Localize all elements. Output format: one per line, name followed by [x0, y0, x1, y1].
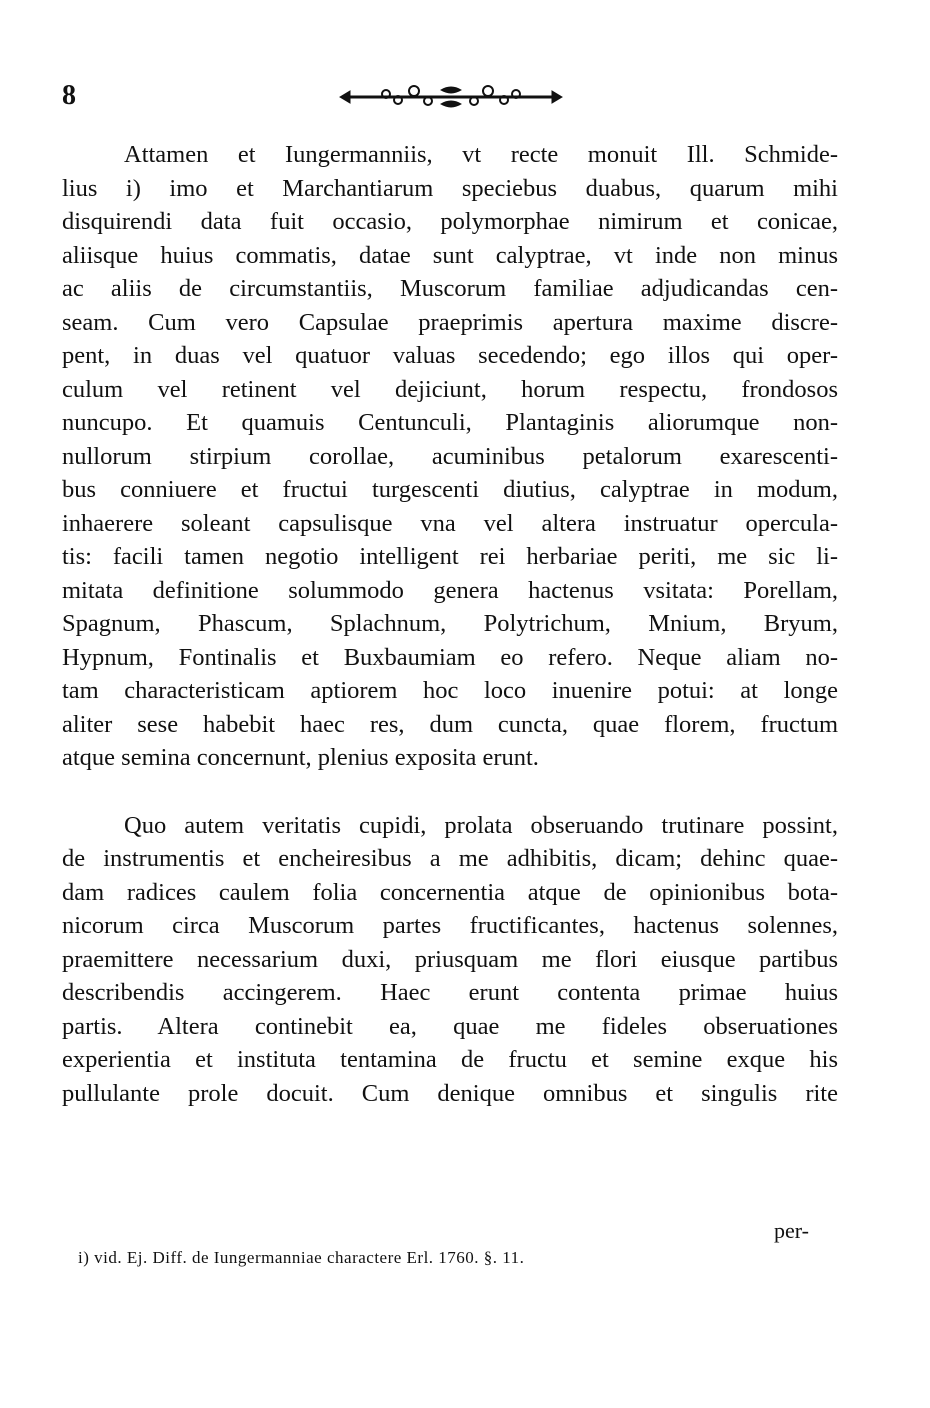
text-line: pent, in duas vel quatuor valuas secedendo; ego illos qui oper-	[62, 342, 838, 369]
text-line: dam radices caulem folia concernentia atque de opinionibus bota-	[62, 878, 838, 906]
text-line: praemittere necessarium duxi, priusquam me flori eiusque partibus	[62, 945, 838, 973]
text-line: tis: facili tamen negotio intelligent rei herbariae periti, me sic li-	[62, 543, 838, 570]
text-line: disquirendi data fuit occasio, polymorphae nimirum et conicae,	[62, 208, 838, 235]
text-line: aliisque huius commatis, datae sunt calyptrae, vt inde non minus	[62, 241, 838, 269]
catchword: per-	[774, 1218, 809, 1243]
text-line: culum vel retinent vel dejiciunt, horum respectu, frondosos	[62, 375, 838, 403]
text-line: nicorum circa Muscorum partes fructificantes, hactenus solennes,	[62, 912, 838, 939]
text-line: mitata definitione solummodo genera hactenus vsitata: Porellam,	[62, 576, 838, 604]
text-line: atque semina concernunt, plenius exposita erunt.	[62, 744, 539, 771]
decorative-ornament-icon	[336, 82, 566, 112]
text-line: bus conniuere et fructui turgescenti diutius, calyptrae in modum,	[62, 476, 838, 503]
body-text	[62, 138, 838, 1110]
text-line: ac aliis de circumstantiis, Muscorum familiae adjudicandas cen-	[62, 275, 838, 302]
text-line: seam. Cum vero Capsulae praeprimis apertura maxime discre-	[62, 308, 838, 336]
text-line: Spagnum, Phascum, Splachnum, Polytrichum, Mnium, Bryum,	[62, 610, 838, 637]
text-line: describendis accingerem. Haec erunt contenta primae huius	[62, 979, 838, 1006]
text-line: de instrumentis et encheiresibus a me adhibitis, dicam; dehinc quae-	[62, 845, 838, 872]
text-line: Quo autem veritatis cupidi, prolata obseruando trutinare possint,	[124, 811, 838, 839]
page-number: 8	[62, 80, 76, 111]
text-line: Hypnum, Fontinalis et Buxbaumiam eo refero. Neque aliam no-	[62, 643, 838, 671]
text-line: Attamen et Iungermanniis, vt recte monuit Ill. Schmide-	[124, 141, 838, 168]
text-line: pullulante prole docuit. Cum denique omnibus et singulis rite	[62, 1079, 838, 1107]
text-line: partis. Altera continebit ea, quae me fideles obseruationes	[62, 1012, 838, 1040]
text-line: nuncupo. Et quamuis Centunculi, Plantaginis aliorumque non-	[62, 409, 838, 436]
text-line: nullorum stirpium corollae, acuminibus petalorum exarescenti-	[62, 442, 838, 470]
text-line: tam characteristicam aptiorem hoc loco inuenire potui: at longe	[62, 677, 838, 704]
footnote: i) vid. Ej. Diff. de Iungermanniae charactere Erl. 1760. §. 11.	[78, 1248, 525, 1267]
text-line: experientia et instituta tentamina de fructu et semine exque his	[62, 1046, 838, 1073]
paragraph-gap	[62, 775, 838, 809]
text-line: lius i) imo et Marchantiarum speciebus duabus, quarum mihi	[62, 174, 838, 202]
text-line: aliter sese habebit haec res, dum cuncta, quae florem, fructum	[62, 710, 838, 738]
text-line: inhaerere soleant capsulisque vna vel altera instruatur opercula-	[62, 509, 838, 537]
